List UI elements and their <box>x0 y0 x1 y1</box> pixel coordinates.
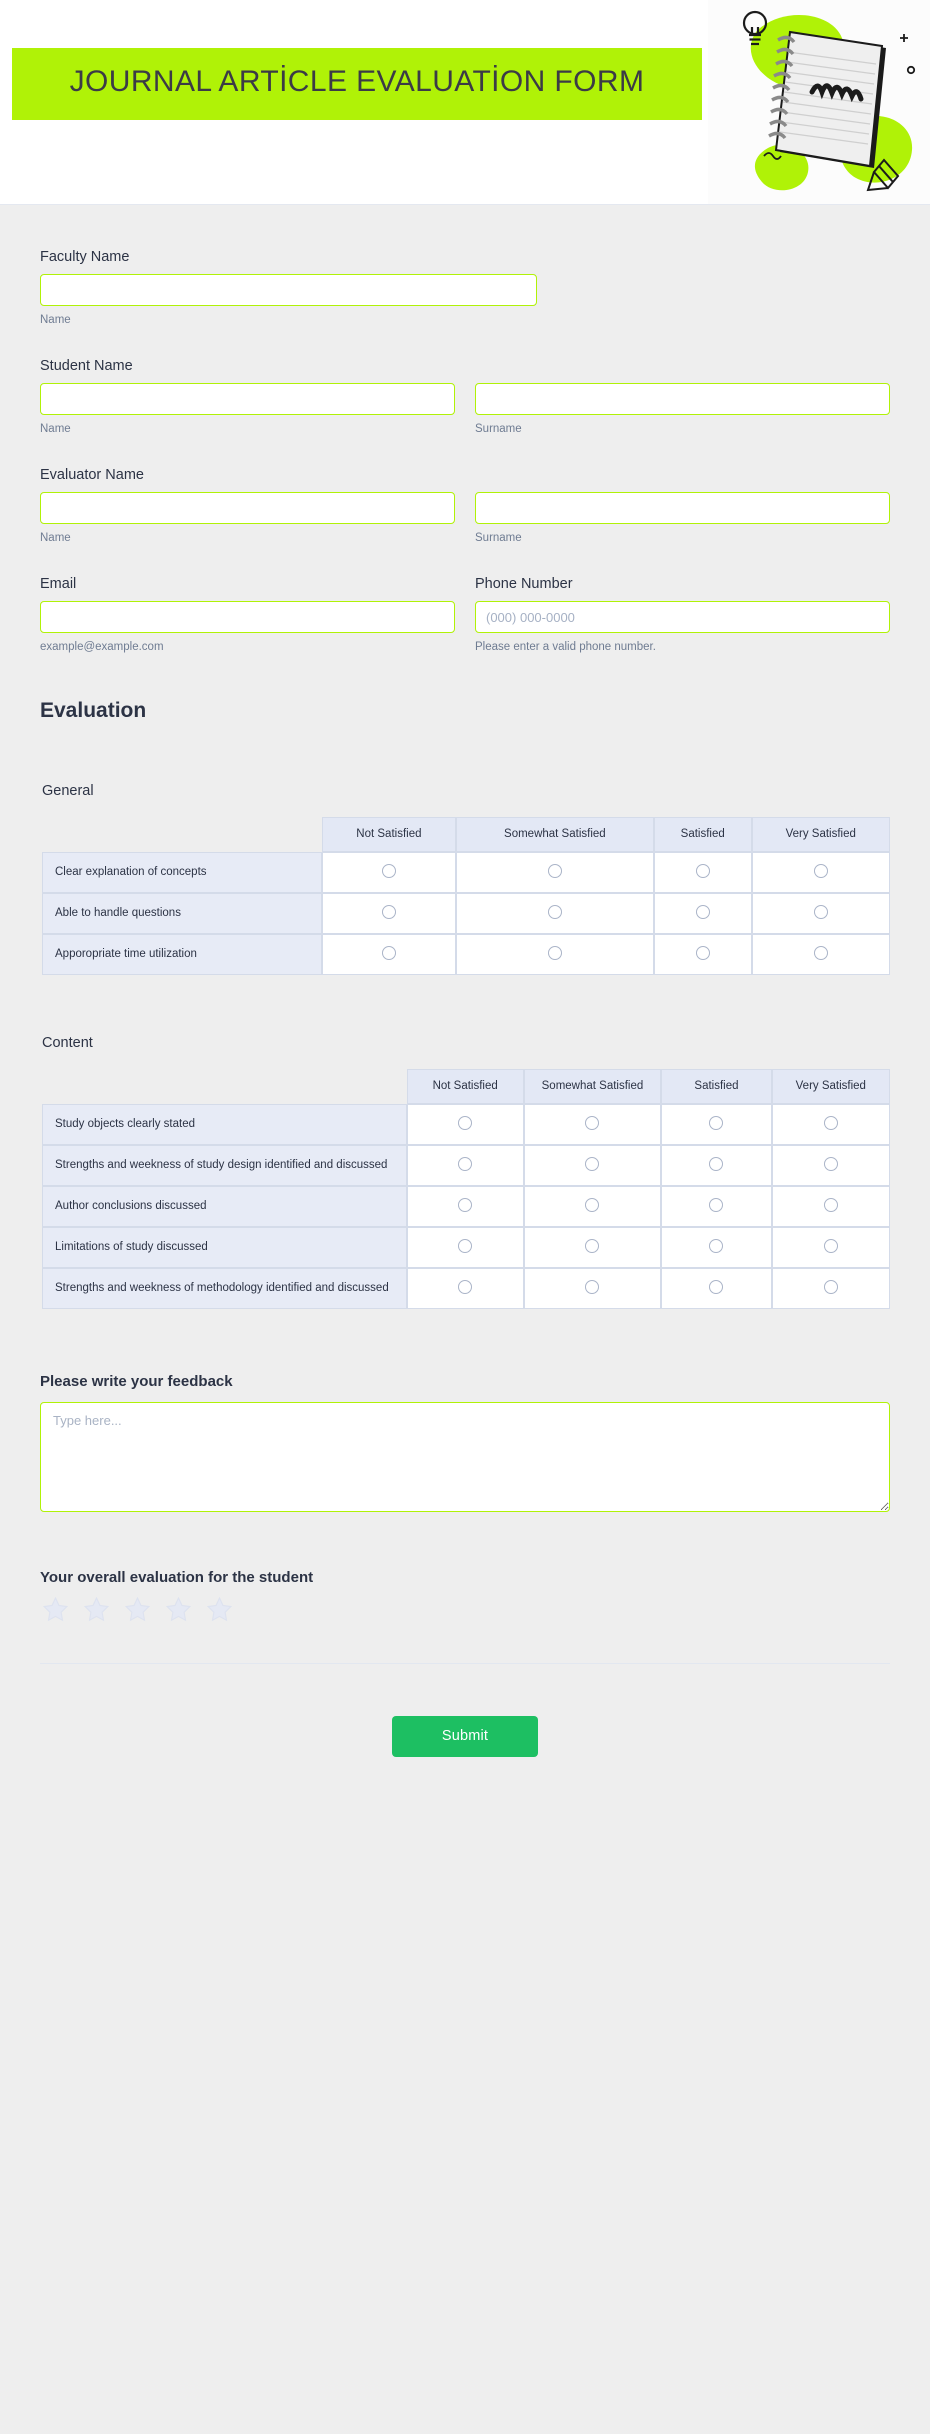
star-icon-1[interactable] <box>42 1596 69 1623</box>
star-icon-2[interactable] <box>83 1596 110 1623</box>
evaluator-last-name-sublabel: Surname <box>475 532 522 544</box>
radio-button[interactable] <box>709 1239 723 1253</box>
header-banner <box>12 48 702 120</box>
evaluation-section-title: Evaluation <box>40 699 147 722</box>
student-first-name-input[interactable] <box>40 383 455 415</box>
general-cell-1-2[interactable] <box>654 893 752 934</box>
radio-button[interactable] <box>585 1116 599 1130</box>
table-row <box>42 1227 890 1268</box>
phone-input[interactable] <box>475 601 890 633</box>
phone-sublabel: Please enter a valid phone number. <box>475 641 656 653</box>
content-cell-1-1[interactable] <box>524 1145 662 1186</box>
radio-button[interactable] <box>585 1198 599 1212</box>
content-cell-2-1[interactable] <box>524 1186 662 1227</box>
content-matrix-title: Content <box>42 1034 93 1051</box>
general-matrix-corner <box>42 817 322 852</box>
page-title: JOURNAL ARTİCLE EVALUATİON FORM <box>69 65 645 98</box>
phone-label: Phone Number <box>475 576 573 592</box>
general-cell-0-1[interactable] <box>456 852 654 893</box>
table-row <box>42 852 890 893</box>
radio-button[interactable] <box>709 1116 723 1130</box>
content-row-label-4: Strengths and weekness of methodology identified and discussed <box>42 1268 407 1309</box>
radio-button[interactable] <box>548 946 562 960</box>
field-evaluator-name <box>40 467 890 544</box>
radio-button[interactable] <box>814 946 828 960</box>
content-cell-0-2[interactable] <box>661 1104 771 1145</box>
radio-button[interactable] <box>458 1116 472 1130</box>
table-row <box>42 893 890 934</box>
general-col-header-3: Very Satisfied <box>752 817 891 852</box>
general-row-label-0: Clear explanation of concepts <box>42 852 322 893</box>
evaluator-first-name-input[interactable] <box>40 492 455 524</box>
evaluator-first-name-group <box>40 492 455 544</box>
evaluator-last-name-input[interactable] <box>475 492 890 524</box>
student-first-name-group <box>40 383 455 435</box>
content-row-label-0: Study objects clearly stated <box>42 1104 407 1145</box>
radio-button[interactable] <box>382 864 396 878</box>
evaluator-last-name-group <box>475 492 890 544</box>
radio-button[interactable] <box>585 1239 599 1253</box>
radio-button[interactable] <box>824 1116 838 1130</box>
radio-button[interactable] <box>585 1157 599 1171</box>
radio-button[interactable] <box>548 905 562 919</box>
radio-button[interactable] <box>824 1198 838 1212</box>
general-cell-1-3[interactable] <box>752 893 891 934</box>
content-row-label-1: Strengths and weekness of study design identified and discussed <box>42 1145 407 1186</box>
field-faculty-name <box>40 249 890 326</box>
content-cell-0-1[interactable] <box>524 1104 662 1145</box>
radio-button[interactable] <box>382 946 396 960</box>
content-row-label-2: Author conclusions discussed <box>42 1186 407 1227</box>
table-row <box>42 1145 890 1186</box>
table-row <box>42 1186 890 1227</box>
content-col-header-2: Satisfied <box>661 1069 771 1104</box>
general-matrix-title: General <box>42 783 94 799</box>
radio-button[interactable] <box>548 864 562 878</box>
radio-button[interactable] <box>458 1157 472 1171</box>
faculty-name-label: Faculty Name <box>40 249 130 265</box>
content-col-header-1: Somewhat Satisfied <box>524 1069 662 1104</box>
email-group <box>40 576 455 653</box>
field-feedback <box>40 1373 890 1517</box>
feedback-textarea[interactable] <box>40 1402 890 1512</box>
content-row-label-3: Limitations of study discussed <box>42 1227 407 1268</box>
content-matrix-corner <box>42 1069 407 1104</box>
content-cell-4-0[interactable] <box>407 1268 524 1309</box>
student-first-name-sublabel: Name <box>40 423 71 435</box>
content-cell-4-2[interactable] <box>661 1268 771 1309</box>
content-cell-2-3[interactable] <box>772 1186 890 1227</box>
content-col-header-3: Very Satisfied <box>772 1069 890 1104</box>
table-row <box>42 1268 890 1309</box>
content-cell-1-0[interactable] <box>407 1145 524 1186</box>
content-cell-4-3[interactable] <box>772 1268 890 1309</box>
radio-button[interactable] <box>709 1198 723 1212</box>
star-icon-5[interactable] <box>206 1596 233 1623</box>
radio-button[interactable] <box>814 905 828 919</box>
content-rating-matrix <box>42 1069 890 1309</box>
evaluator-first-name-sublabel: Name <box>40 532 71 544</box>
general-cell-0-0[interactable] <box>322 852 456 893</box>
radio-button[interactable] <box>458 1198 472 1212</box>
radio-button[interactable] <box>709 1157 723 1171</box>
student-last-name-sublabel: Surname <box>475 423 522 435</box>
content-col-header-0: Not Satisfied <box>407 1069 524 1104</box>
evaluator-name-label: Evaluator Name <box>40 467 144 483</box>
radio-button[interactable] <box>458 1239 472 1253</box>
content-cell-1-2[interactable] <box>661 1145 771 1186</box>
content-matrix-header-row <box>42 1069 890 1104</box>
general-cell-0-3[interactable] <box>752 852 891 893</box>
table-row <box>42 1104 890 1145</box>
email-input[interactable] <box>40 601 455 633</box>
field-overall-rating <box>40 1569 890 1633</box>
radio-button[interactable] <box>696 864 710 878</box>
radio-button[interactable] <box>585 1280 599 1294</box>
general-cell-1-0[interactable] <box>322 893 456 934</box>
form-body <box>0 205 930 1664</box>
header-artwork <box>708 0 930 204</box>
general-cell-2-3[interactable] <box>752 934 891 975</box>
content-cell-0-3[interactable] <box>772 1104 890 1145</box>
general-cell-2-0[interactable] <box>322 934 456 975</box>
table-row <box>42 934 890 975</box>
radio-button[interactable] <box>696 905 710 919</box>
faculty-name-input[interactable] <box>40 274 537 306</box>
student-last-name-input[interactable] <box>475 383 890 415</box>
student-last-name-group <box>475 383 890 435</box>
feedback-label: Please write your feedback <box>40 1372 233 1390</box>
content-cell-3-3[interactable] <box>772 1227 890 1268</box>
content-cell-3-1[interactable] <box>524 1227 662 1268</box>
general-col-header-1: Somewhat Satisfied <box>456 817 654 852</box>
star-rating-group[interactable] <box>42 1596 890 1623</box>
form-header <box>0 0 930 205</box>
star-icon-4[interactable] <box>165 1596 192 1623</box>
radio-button[interactable] <box>814 864 828 878</box>
field-contact-row <box>40 576 890 653</box>
radio-button[interactable] <box>824 1239 838 1253</box>
general-row-label-2: Apporopriate time utilization <box>42 934 322 975</box>
email-label: Email <box>40 576 77 592</box>
email-sublabel: example@example.com <box>40 641 164 653</box>
student-name-label: Student Name <box>40 358 133 374</box>
radio-button[interactable] <box>824 1280 838 1294</box>
content-cell-3-0[interactable] <box>407 1227 524 1268</box>
submit-button[interactable]: Submit <box>392 1716 538 1757</box>
radio-button[interactable] <box>824 1157 838 1171</box>
overall-rating-label: Your overall evaluation for the student <box>40 1568 314 1586</box>
content-matrix-wrapper <box>40 1069 890 1309</box>
radio-button[interactable] <box>458 1280 472 1294</box>
general-cell-1-1[interactable] <box>456 893 654 934</box>
star-icon-3[interactable] <box>124 1596 151 1623</box>
content-cell-1-3[interactable] <box>772 1145 890 1186</box>
content-cell-2-0[interactable] <box>407 1186 524 1227</box>
general-col-header-2: Satisfied <box>654 817 752 852</box>
field-student-name <box>40 358 890 435</box>
radio-button[interactable] <box>709 1280 723 1294</box>
general-col-header-0: Not Satisfied <box>322 817 456 852</box>
content-cell-3-2[interactable] <box>661 1227 771 1268</box>
content-cell-4-1[interactable] <box>524 1268 662 1309</box>
general-row-label-1: Able to handle questions <box>42 893 322 934</box>
general-matrix-header-row <box>42 817 890 852</box>
form-footer <box>0 1664 930 1831</box>
content-cell-0-0[interactable] <box>407 1104 524 1145</box>
phone-group <box>475 576 890 653</box>
content-cell-2-2[interactable] <box>661 1186 771 1227</box>
general-rating-matrix <box>42 817 890 975</box>
general-cell-2-2[interactable] <box>654 934 752 975</box>
radio-button[interactable] <box>382 905 396 919</box>
faculty-name-sublabel: Name <box>40 314 71 326</box>
general-cell-0-2[interactable] <box>654 852 752 893</box>
general-matrix-wrapper <box>40 817 890 975</box>
radio-button[interactable] <box>696 946 710 960</box>
general-cell-2-1[interactable] <box>456 934 654 975</box>
